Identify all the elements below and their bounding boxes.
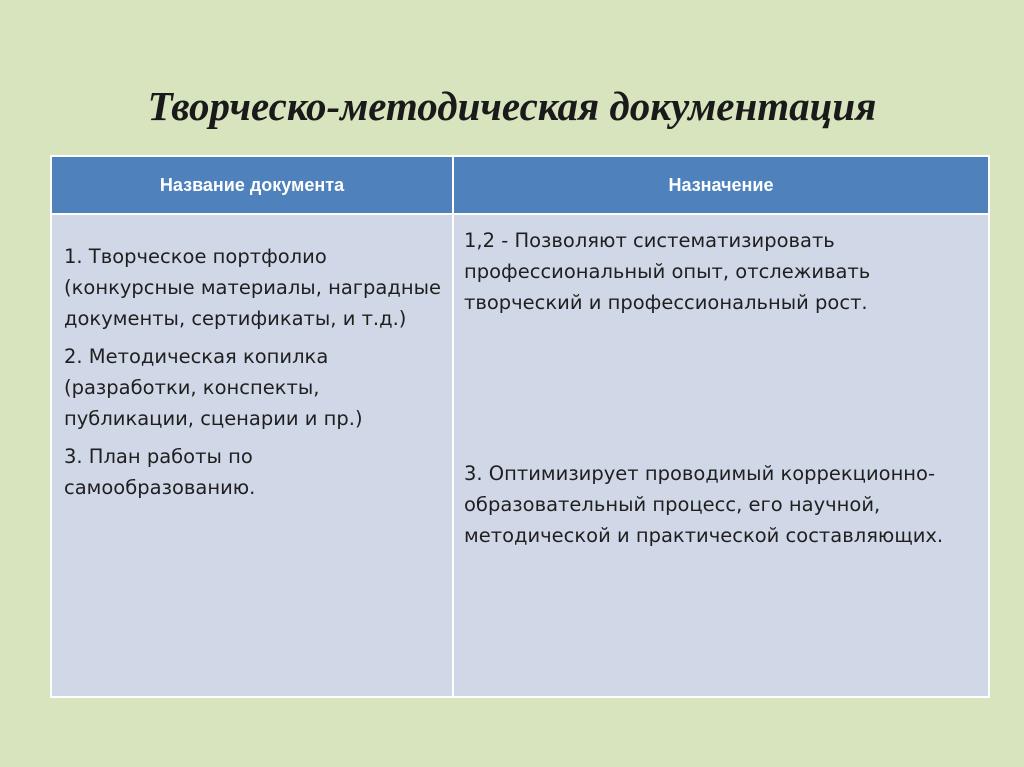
document-item-self-education-plan: 3. План работы по самообразованию. (64, 445, 256, 499)
slide-title: Творческо-методическая документация (147, 83, 877, 129)
column-header-purpose: Назначение (453, 156, 989, 214)
table-header-row (51, 156, 989, 214)
purpose-item-1-2: 1,2 - Позволяют систематизировать профессиональный опыт, отслеживать творческий и профессиональный рост. (464, 229, 871, 314)
purposes-cell (453, 214, 989, 697)
table-row (51, 214, 989, 697)
documentation-table (50, 155, 990, 698)
column-header-document-name: Название документа (51, 156, 453, 214)
document-item-portfolio: 1. Творческое портфолио (конкурсные материалы, наградные документы, сертификаты, и т.д.) (64, 245, 441, 330)
purpose-item-3: 3. Оптимизирует проводимый коррекционно-образовательный процесс, его научной, методической и практической составляющих. (464, 462, 944, 547)
documents-cell (51, 214, 453, 697)
document-item-methodical-collection: 2. Методическая копилка (разработки, конспекты, публикации, сценарии и пр.) (64, 345, 363, 430)
